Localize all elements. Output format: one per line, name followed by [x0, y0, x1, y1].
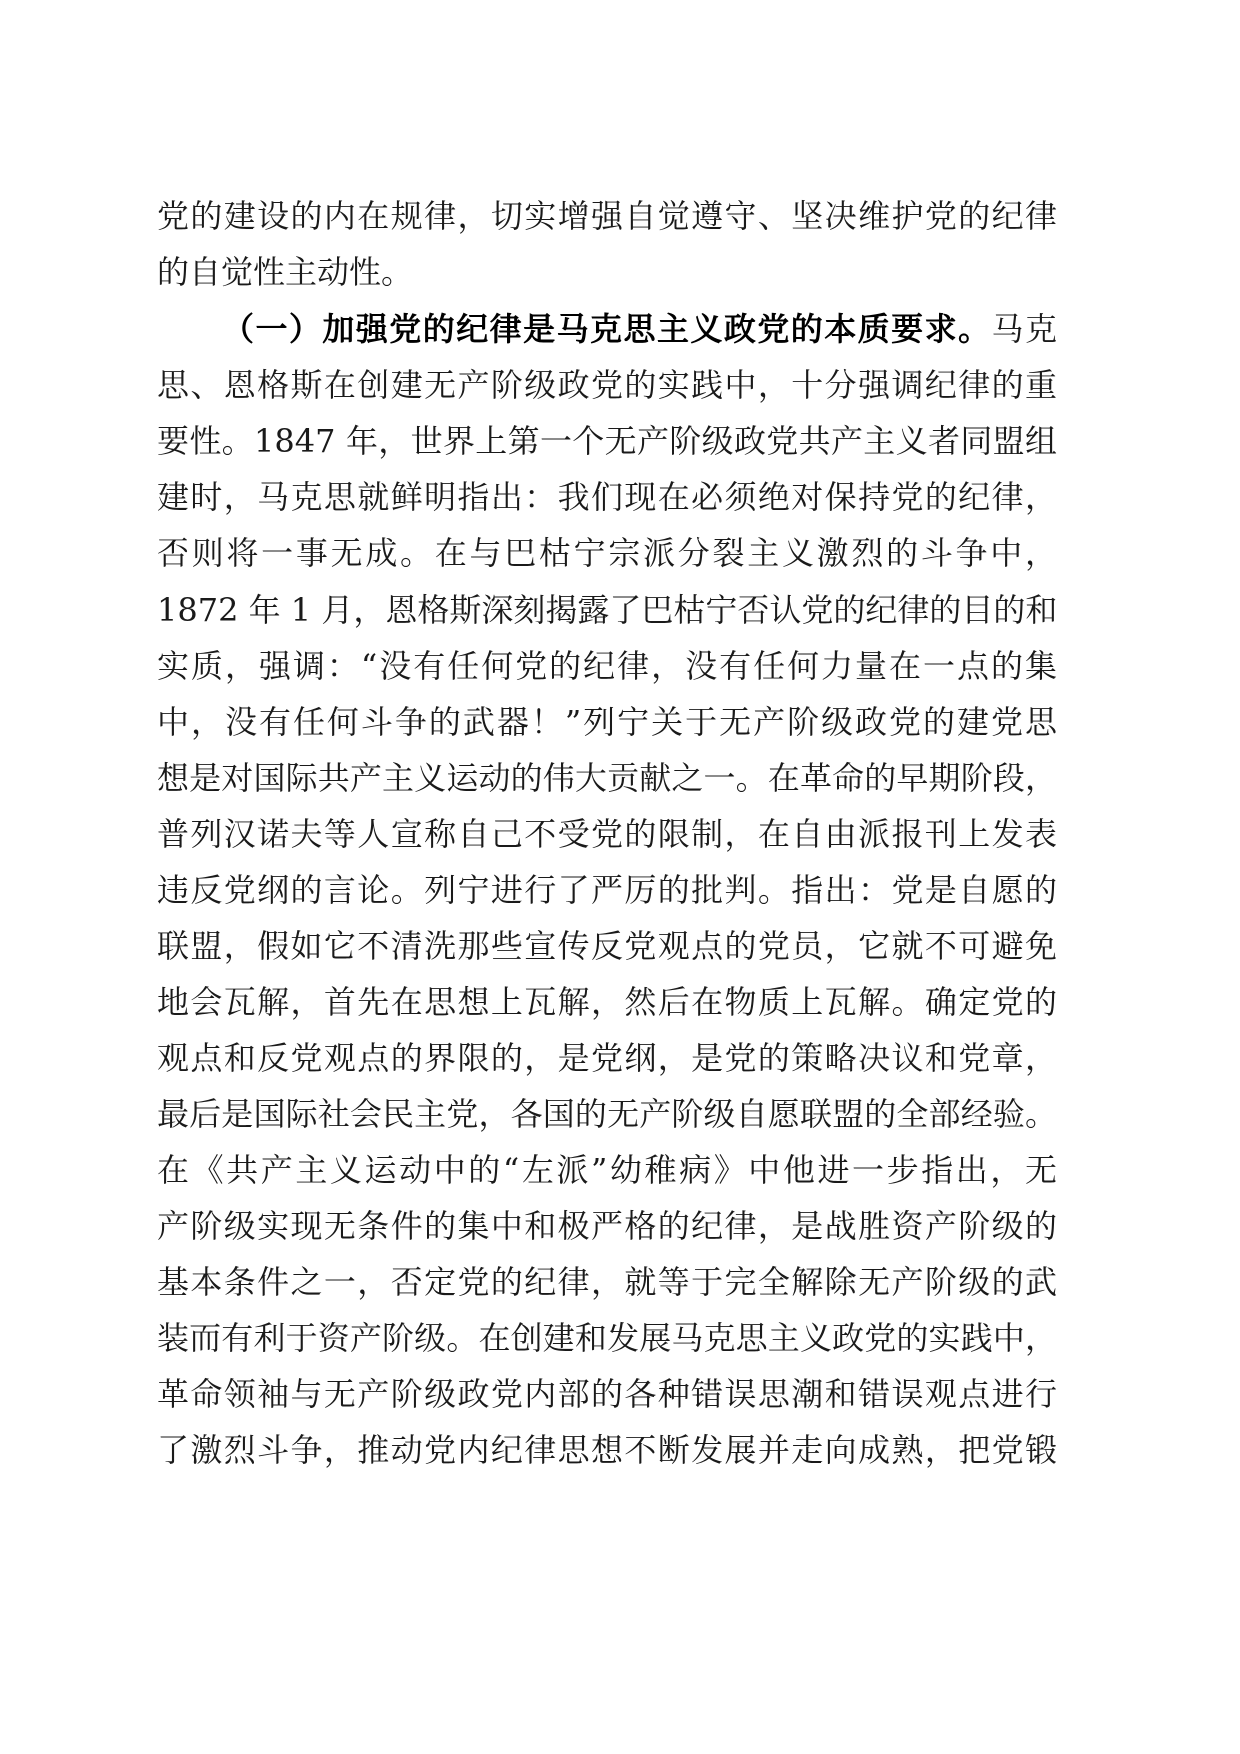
text-line-19: 基本条件之一，否定党的纪律，就等于完全解除无产阶级的武 — [157, 1263, 1057, 1301]
text-line-1: 党的建设的内在规律，切实增强自觉遵守、坚决维护党的纪律 — [157, 197, 1057, 235]
text-line-10: 想是对国际共产主义运动的伟大贡献之一。在革命的早期阶段， — [157, 759, 1057, 797]
text-line-4: 要性。1847 年，世界上第一个无产阶级政党共产主义者同盟组 — [157, 422, 1057, 460]
text-line-7: 1872 年 1 月，恩格斯深刻揭露了巴枯宁否认党的纪律的目的和 — [157, 591, 1058, 629]
text-line-13: 联盟，假如它不清洗那些宣传反党观点的党员，它就不可避免 — [157, 927, 1057, 965]
text-line-11: 普列汉诺夫等人宣称自己不受党的限制，在自由派报刊上发表 — [157, 815, 1057, 853]
text-line-12: 违反党纲的言论。列宁进行了严厉的批判。指出：党是自愿的 — [157, 871, 1057, 909]
text-line-18: 产阶级实现无条件的集中和极严格的纪律，是战胜资产阶级的 — [157, 1207, 1057, 1245]
section-heading-line — [222, 301, 1057, 357]
text-line-21: 革命领袖与无产阶级政党内部的各种错误思潮和错误观点进行 — [157, 1375, 1057, 1413]
text-line-3: 思、恩格斯在创建无产阶级政党的实践中，十分强调纪律的重 — [157, 366, 1057, 404]
text-line-17: 在《共产主义运动中的“左派”幼稚病》中他进一步指出，无 — [157, 1151, 1057, 1189]
heading-continuation: 马克 — [991, 310, 1057, 348]
text-line-16: 最后是国际社会民主党，各国的无产阶级自愿联盟的全部经验。 — [157, 1095, 1057, 1133]
text-line-9: 中，没有任何斗争的武器！”列宁关于无产阶级政党的建党思 — [157, 703, 1057, 741]
section-heading: （一）加强党的纪律是马克思主义政党的本质要求。 — [222, 310, 992, 348]
text-line-8: 实质，强调：“没有任何党的纪律，没有任何力量在一点的集 — [157, 647, 1057, 685]
text-line-2: 的自觉性主动性。 — [157, 253, 414, 291]
text-line-6: 否则将一事无成。在与巴枯宁宗派分裂主义激烈的斗争中， — [157, 534, 1057, 572]
text-line-5: 建时，马克思就鲜明指出：我们现在必须绝对保持党的纪律， — [157, 478, 1057, 516]
text-line-20: 装而有利于资产阶级。在创建和发展马克思主义政党的实践中， — [157, 1319, 1057, 1357]
text-line-14: 地会瓦解，首先在思想上瓦解，然后在物质上瓦解。确定党的 — [157, 983, 1057, 1021]
text-line-15: 观点和反党观点的界限的，是党纲，是党的策略决议和党章， — [157, 1039, 1057, 1077]
text-line-22: 了激烈斗争，推动党内纪律思想不断发展并走向成熟，把党锻 — [157, 1431, 1057, 1469]
